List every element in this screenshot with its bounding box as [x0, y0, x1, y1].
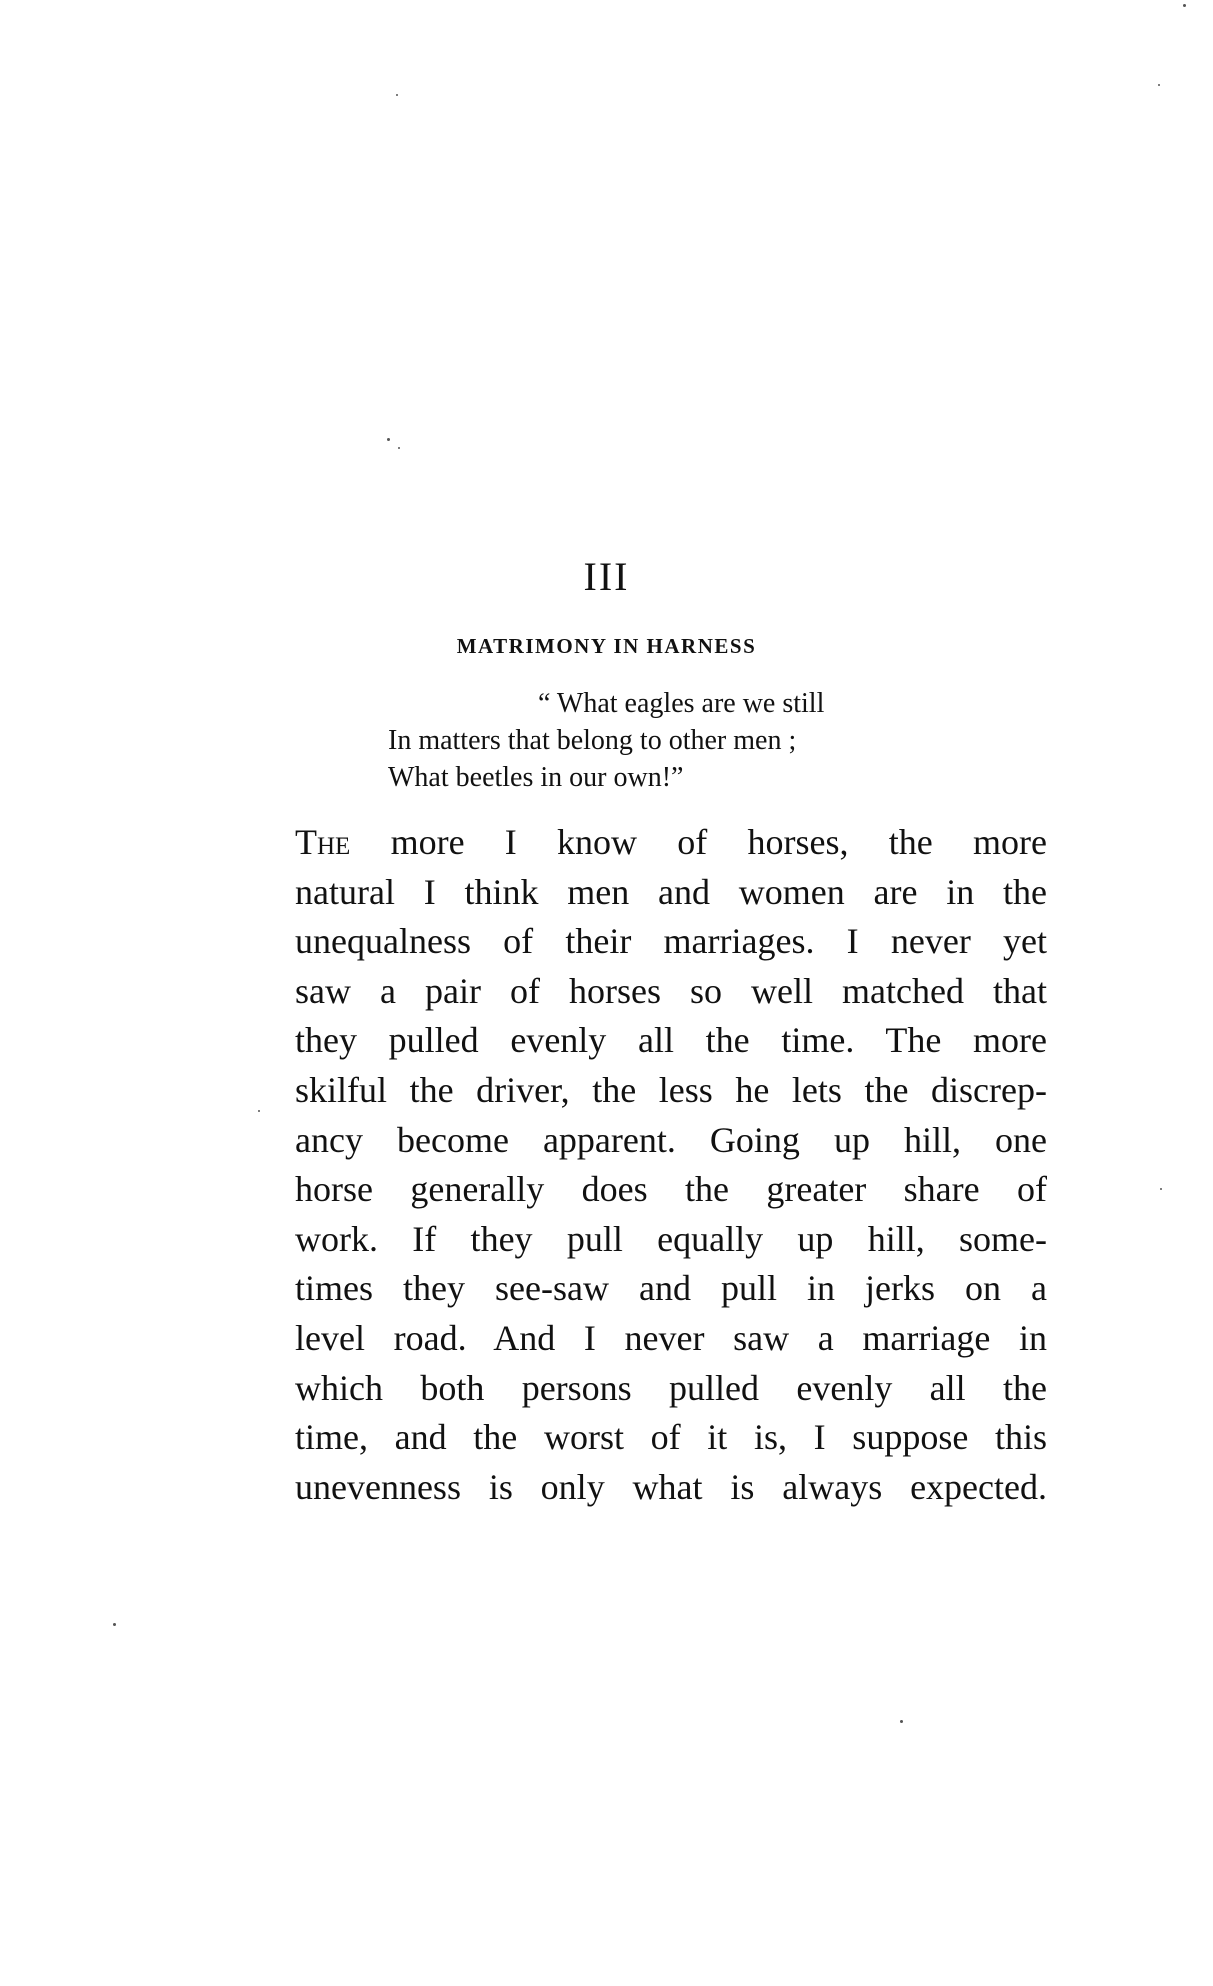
body-line: times they see-saw and pull in jerks on a — [295, 1268, 1047, 1309]
body-line: ancy become apparent. Going up hill, one — [295, 1119, 1047, 1160]
epigraph-line: “ What eagles are we still — [538, 688, 825, 719]
body-line: horse generally does the greater share of — [295, 1169, 1047, 1210]
page-speck — [387, 438, 390, 441]
body-line: unequalness of their marriages. I never yet — [295, 921, 1047, 962]
body-line: which both persons pulled evenly all the — [295, 1367, 1047, 1408]
epigraph-line: In matters that belong to other men ; — [388, 725, 797, 756]
chapter-number: III — [583, 554, 630, 599]
page-speck — [398, 447, 400, 449]
first-line-text: more I know of horses, the more — [350, 822, 1047, 862]
body-line: time, and the worst of it is, I suppose this — [295, 1417, 1047, 1458]
body-line: level road. And I never saw a marriage in — [295, 1317, 1047, 1358]
epigraph — [388, 685, 988, 796]
body-line: they pulled evenly all the time. The more — [295, 1020, 1047, 1061]
page-speck — [1183, 4, 1186, 7]
body-line: natural I think men and women are in the — [295, 871, 1047, 912]
body-line: saw a pair of horses so well matched that — [295, 970, 1047, 1011]
page-speck — [396, 94, 398, 96]
page-speck — [113, 1623, 116, 1626]
page-speck — [1158, 84, 1160, 86]
epigraph-line: What beetles in our own!” — [388, 762, 684, 793]
page-speck — [258, 1110, 260, 1112]
page-speck — [900, 1720, 903, 1723]
body-paragraph — [295, 818, 1047, 1512]
body-line — [295, 818, 1047, 868]
opening-word: The — [295, 822, 351, 862]
chapter-title: MATRIMONY IN HARNESS — [456, 634, 757, 658]
body-line: work. If they pull equally up hill, some- — [295, 1218, 1047, 1259]
body-line: unevenness is only what is always expected. — [295, 1466, 1047, 1507]
page-speck — [1160, 1188, 1162, 1190]
body-line: skilful the driver, the less he lets the discrep- — [295, 1069, 1047, 1110]
